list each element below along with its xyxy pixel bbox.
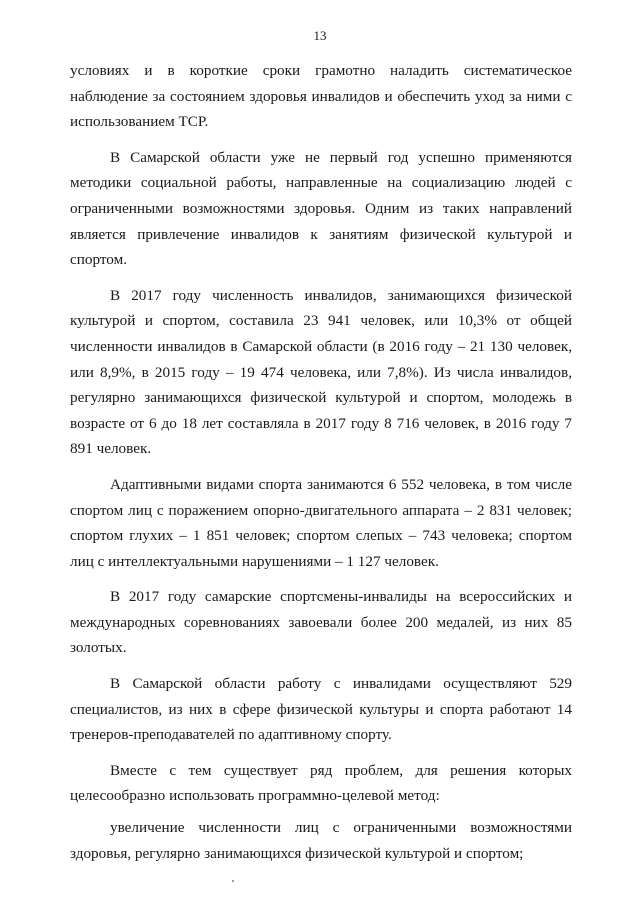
paragraph-medals: В 2017 году самарские спортсмены-инвалиды на всероссийских и международных соревнованиях завоевали более 200 медалей, из них 85 золотых.: [70, 588, 572, 657]
scan-speck: [232, 880, 234, 882]
page-number: 13: [313, 28, 327, 43]
document-body: [70, 58, 572, 872]
paragraph-problems: Вместе с тем существует ряд проблем, для решения которых целесообразно использовать программно-целевой метод:: [70, 761, 572, 805]
paragraph-adaptive-sports: Адаптивными видами спорта занимаются 6 552 человека, в том числе спортом лиц с поражением опорно-двигательного аппарата – 2 831 человек; спортом глухих – 1 851 человек; спортом слепых – 743 человека; спортом лиц с интеллектуальными нарушениями – 1 127 человек.: [70, 475, 572, 570]
paragraph-list-item: увеличение численности лиц с ограниченными возможностями здоровья, регулярно занимающихся физической культурой и спортом;: [70, 819, 572, 862]
paragraph-statistics-2017: В 2017 году численность инвалидов, занимающихся физической культурой и спортом, составила 23 941 человек, или 10,3% от общей численности инвалидов в Самарской области (в 2016 году – 21 130 человек, или 8,9%, в 2015 году – 19 474 человека, или 7,8%). Из числа инвалидов, регулярно занимающихся физической культурой и спортом, молодежь в возрасте от 6 до 18 лет составляла в 2017 году 8 716 человек, в 2016 году 7 891 человек.: [70, 286, 572, 458]
paragraph-specialists: В Самарской области работу с инвалидами осуществляют 529 специалистов, из них в сфере физической культуры и спорта работают 14 тренеров-преподавателей по адаптивному спорту.: [70, 675, 572, 744]
paragraph-continuation: условиях и в короткие сроки грамотно наладить систематическое наблюдение за состоянием здоровья инвалидов и обеспечить уход за ними с использованием ТСР.: [70, 62, 572, 131]
paragraph-social-methods: В Самарской области уже не первый год успешно применяются методики социальной работы, направленные на социализацию людей с ограниченными возможностями здоровья. Одним из таких направлений является привлечение инвалидов к занятиям физической культурой и спортом.: [70, 148, 572, 269]
